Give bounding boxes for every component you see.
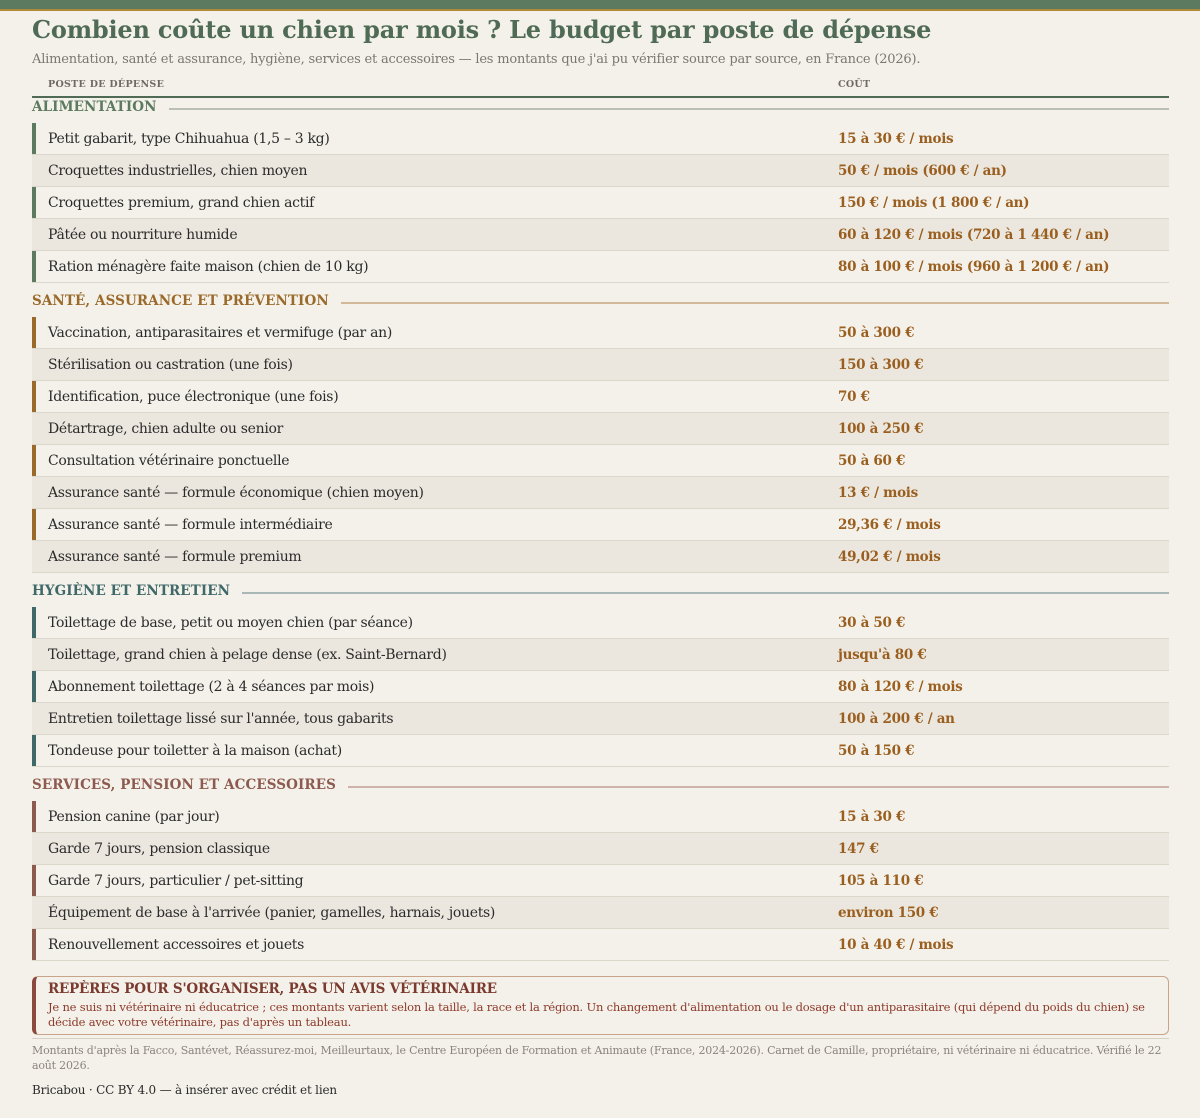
item-cost: 50 à 150 € (838, 742, 915, 759)
table-row (32, 187, 1169, 219)
table-row (32, 929, 1169, 961)
table-row (32, 155, 1169, 187)
section-rows (32, 317, 1169, 573)
item-label: Tondeuse pour toiletter à la maison (achat) (48, 742, 342, 759)
item-cost: 30 à 50 € (838, 614, 906, 631)
item-cost: 29,36 € / mois (838, 516, 941, 533)
table-row (32, 607, 1169, 639)
disclaimer-note (32, 976, 1169, 1035)
page-subtitle: Alimentation, santé et assurance, hygiène, services et accessoires — les montants que j'ai pu vérifier source par source, en France (2026). (32, 52, 921, 67)
item-cost: 150 à 300 € (838, 356, 924, 373)
item-label: Identification, puce électronique (une fois) (48, 388, 339, 405)
item-cost: 15 à 30 € / mois (838, 130, 954, 147)
table-row (32, 541, 1169, 573)
item-label: Vaccination, antiparasitaires et vermifuge (par an) (48, 324, 393, 341)
item-cost: 100 à 250 € (838, 420, 924, 437)
table-row (32, 349, 1169, 381)
item-cost: environ 150 € (838, 904, 939, 921)
section-title: SANTÉ, ASSURANCE ET PRÉVENTION (32, 293, 341, 311)
item-label: Équipement de base à l'arrivée (panier, gamelles, harnais, jouets) (48, 904, 496, 921)
item-cost: jusqu'à 80 € (838, 646, 927, 663)
item-cost: 15 à 30 € (838, 808, 906, 825)
table-row (32, 123, 1169, 155)
sources-text: Montants d'après la Facco, Santévet, Réassurez-moi, Meilleurtaux, le Centre Européen de Formation et Animaute (France, 2024-2026). Carnet de Camille, propriétaire, ni vétérinaire ni éducatrice. Vérifié le 22 août 2026. (32, 1044, 1162, 1072)
table-row (32, 219, 1169, 251)
table-row (32, 703, 1169, 735)
item-label: Entretien toilettage lissé sur l'année, tous gabarits (48, 710, 394, 727)
item-label: Ration ménagère faite maison (chien de 10 kg) (48, 258, 369, 275)
item-label: Garde 7 jours, pension classique (48, 840, 270, 857)
footer-rule (32, 1038, 1169, 1039)
item-cost: 80 à 120 € / mois (838, 678, 963, 695)
column-header-cost: COÛT (838, 79, 871, 90)
credit-line: Bricabou · CC BY 4.0 — à insérer avec crédit et lien (32, 1083, 337, 1097)
section-title: SERVICES, PENSION ET ACCESSOIRES (32, 777, 348, 795)
table-row (32, 445, 1169, 477)
table-row (32, 639, 1169, 671)
item-label: Assurance santé — formule économique (chien moyen) (48, 484, 424, 501)
table-row (32, 671, 1169, 703)
item-cost: 100 à 200 € / an (838, 710, 955, 727)
item-label: Toilettage de base, petit ou moyen chien (par séance) (48, 614, 413, 631)
item-label: Assurance santé — formule premium (48, 548, 302, 565)
item-cost: 13 € / mois (838, 484, 918, 501)
section-rows (32, 123, 1169, 283)
table-row (32, 897, 1169, 929)
item-label: Croquettes industrielles, chien moyen (48, 162, 308, 179)
item-label: Pâtée ou nourriture humide (48, 226, 238, 243)
item-label: Assurance santé — formule intermédiaire (48, 516, 333, 533)
item-cost: 60 à 120 € / mois (720 à 1 440 € / an) (838, 226, 1110, 243)
header-rule (32, 96, 1169, 98)
item-cost: 10 à 40 € / mois (838, 936, 954, 953)
column-header-item: POSTE DE DÉPENSE (48, 79, 165, 90)
item-cost: 50 € / mois (600 € / an) (838, 162, 1007, 179)
note-text: Je ne suis ni vétérinaire ni éducatrice ; ces montants varient selon la taille, la race et la région. Un changement d'alimentation ou le dosage d'un antiparasitaire (qui dépend du poids du chien) se décide avec votre vétérinaire, pas d'après un tableau. (48, 1000, 1145, 1029)
item-label: Garde 7 jours, particulier / pet-sitting (48, 872, 304, 889)
table-row (32, 865, 1169, 897)
section-title: HYGIÈNE ET ENTRETIEN (32, 583, 242, 601)
section-rows (32, 801, 1169, 961)
item-label: Pension canine (par jour) (48, 808, 220, 825)
table-row (32, 509, 1169, 541)
section-rows (32, 607, 1169, 767)
section-title: ALIMENTATION (32, 99, 169, 117)
table-row (32, 413, 1169, 445)
item-label: Détartrage, chien adulte ou senior (48, 420, 284, 437)
item-cost: 105 à 110 € (838, 872, 924, 889)
table-row (32, 251, 1169, 283)
item-cost: 50 à 300 € (838, 324, 915, 341)
item-cost: 80 à 100 € / mois (960 à 1 200 € / an) (838, 258, 1110, 275)
item-cost: 70 € (838, 388, 870, 405)
item-label: Toilettage, grand chien à pelage dense (ex. Saint-Bernard) (48, 646, 447, 663)
item-label: Croquettes premium, grand chien actif (48, 194, 315, 211)
item-label: Abonnement toilettage (2 à 4 séances par mois) (48, 678, 375, 695)
table-row (32, 833, 1169, 865)
item-cost: 50 à 60 € (838, 452, 906, 469)
table-row (32, 735, 1169, 767)
table-row (32, 801, 1169, 833)
top-accent-line (0, 9, 1200, 11)
table-row (32, 381, 1169, 413)
table-row (32, 477, 1169, 509)
section-divider (32, 108, 1169, 110)
item-cost: 150 € / mois (1 800 € / an) (838, 194, 1030, 211)
item-label: Consultation vétérinaire ponctuelle (48, 452, 290, 469)
item-cost: 49,02 € / mois (838, 548, 941, 565)
item-cost: 147 € (838, 840, 879, 857)
page-title: Combien coûte un chien par mois ? Le budget par poste de dépense (32, 15, 932, 44)
item-label: Petit gabarit, type Chihuahua (1,5 – 3 kg) (48, 130, 330, 147)
item-label: Renouvellement accessoires et jouets (48, 936, 305, 953)
item-label: Stérilisation ou castration (une fois) (48, 356, 293, 373)
note-title: REPÈRES POUR S'ORGANISER, PAS UN AVIS VÉTÉRINAIRE (48, 981, 497, 997)
table-row (32, 317, 1169, 349)
